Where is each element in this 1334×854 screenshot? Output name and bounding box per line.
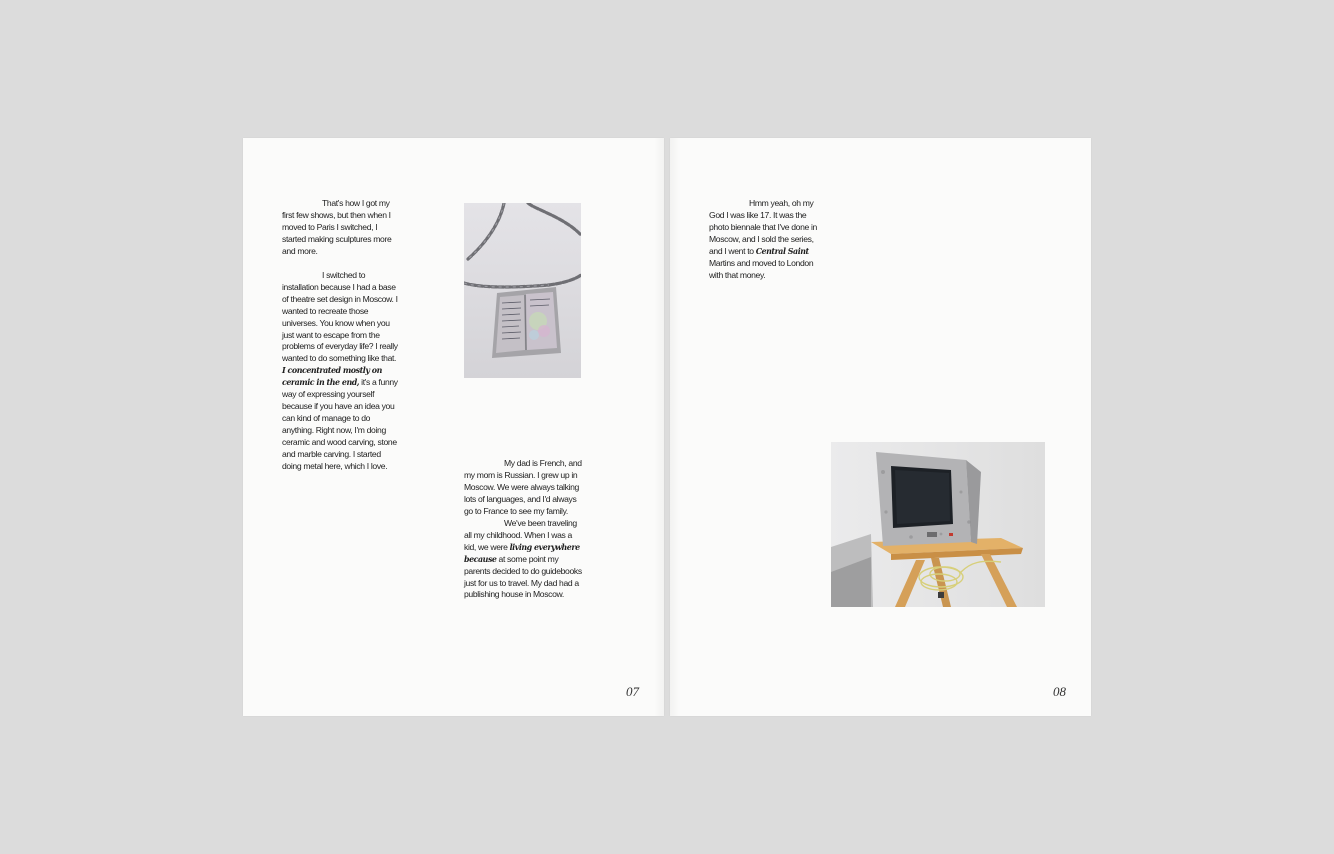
- paragraph: My dad is French, and my mom is Russian. I grew up in Moscow. We were always talking lots of languages, and I'd always go to France to see my family.: [464, 458, 582, 516]
- right-text-column-1: [709, 198, 824, 282]
- paragraph: Hmm yeah, oh my God I was like 17. It was the photo biennale that I've done in Moscow, and I sold the series, and I went to Central Saint Martins and moved to London with that money.: [709, 198, 817, 280]
- paragraph: We've been traveling all my childhood. When I was a kid, we were living everywhere because at some point my parents decided to do guidebooks just for us to travel. My dad had a publishing house in Moscow.: [464, 517, 582, 600]
- left-text-column-2: [464, 458, 582, 601]
- emphasis: living everywhere because: [464, 542, 580, 564]
- page-number: 07: [626, 684, 639, 699]
- left-page: [243, 138, 664, 716]
- emphasis: Central Saint: [755, 246, 809, 256]
- right-page: [670, 138, 1091, 716]
- page-number: 08: [1053, 684, 1066, 699]
- pendant-photo: [464, 203, 581, 378]
- paragraph: That's how I got my first few shows, but then when I moved to Paris I switched, I started making sculptures more and more.: [282, 198, 392, 256]
- emphasis: I concentrated mostly on ceramic in the end,: [282, 366, 382, 388]
- left-text-column-1: [282, 198, 400, 473]
- tv-sculpture-photo: [831, 442, 1045, 607]
- paragraph: I switched to installation because I had a base of theatre set design in Moscow. I wanted to recreate those universes. You know when you just want to escape from the problems of everyday life? I really wanted to do something like that. I concentrated mostly on ceramic in the end, it's a funny way of expressing yourself because if you have an idea you can kind of manage to do anything. Right now, I'm doing ceramic and wood carving, stone and marble carving. I started doing metal here, which I love.: [282, 269, 398, 472]
